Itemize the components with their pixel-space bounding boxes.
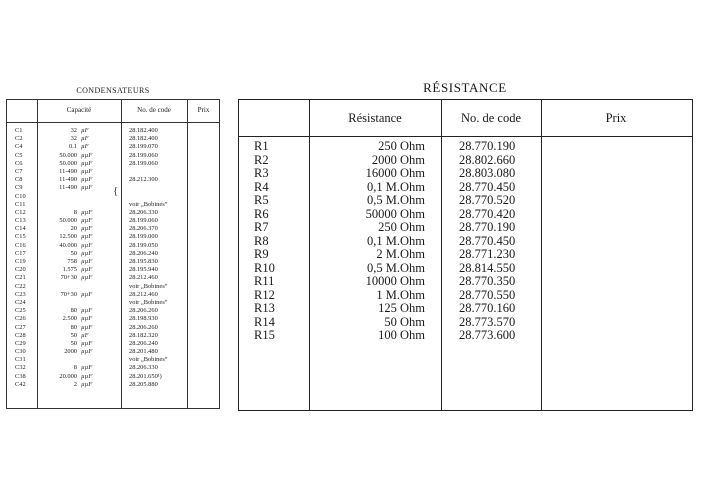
capacitor-code: 28.206.330 bbox=[129, 364, 158, 372]
capacitor-id: C27 bbox=[15, 323, 26, 331]
resistor-code: 28.803.080 bbox=[459, 166, 516, 180]
capacitor-value: 11-490 bbox=[59, 184, 77, 192]
resistor-id: R1 bbox=[254, 139, 269, 153]
capacitor-value: 50 bbox=[70, 331, 77, 339]
capacitor-value: 32 bbox=[70, 127, 77, 134]
capacitor-value: 1.575 bbox=[62, 266, 77, 274]
resistor-id: R12 bbox=[254, 287, 275, 302]
capacitor-value: 80 bbox=[70, 307, 77, 315]
resistor-id: R6 bbox=[254, 206, 269, 221]
capacitor-code: 28.206.260 bbox=[129, 323, 158, 331]
capacitor-code: 28.212.460 bbox=[129, 290, 158, 298]
capacitor-value: 40.000 bbox=[59, 241, 77, 249]
header-prix: Prix bbox=[197, 106, 210, 114]
resistor-code: 28.770.350 bbox=[459, 274, 516, 288]
table-row bbox=[7, 274, 219, 282]
capacitor-value: 70+30 bbox=[60, 274, 77, 282]
resistor-value: 125 Ohm bbox=[378, 301, 425, 315]
table-row bbox=[239, 262, 692, 276]
capacitor-unit: µµF bbox=[81, 159, 93, 167]
capacitor-id: C19 bbox=[15, 258, 26, 265]
capacitor-unit: µF bbox=[81, 127, 89, 134]
table-row bbox=[239, 302, 692, 316]
capacitor-id: C32 bbox=[15, 364, 26, 372]
resistor-code: 28.770.160 bbox=[459, 301, 516, 315]
capacitor-unit: µµF bbox=[81, 151, 93, 159]
resistor-value: 100 Ohm bbox=[378, 328, 425, 342]
capacitor-code: 28.199.060 bbox=[129, 151, 158, 159]
table-row bbox=[7, 356, 219, 364]
capacitor-value: 11-490 bbox=[59, 176, 77, 184]
capacitor-unit: µF bbox=[81, 135, 89, 143]
capacitor-unit: µµF bbox=[81, 266, 93, 274]
table-row bbox=[7, 201, 219, 209]
resistor-value: 0,5 M.Ohm bbox=[367, 260, 425, 275]
resistor-value: 16000 Ohm bbox=[365, 166, 425, 180]
table-row bbox=[7, 127, 219, 135]
capacitor-id: C10 bbox=[15, 192, 26, 200]
table-row bbox=[7, 143, 219, 151]
table-row bbox=[239, 235, 692, 249]
capacitor-code: 28.182.400 bbox=[129, 135, 158, 143]
resistor-code: 28.770.450 bbox=[459, 179, 516, 194]
capacitor-code: voir „Bobines” bbox=[129, 200, 168, 208]
capacitor-id: C16 bbox=[15, 241, 26, 249]
capacitor-unit: µµF bbox=[81, 249, 93, 257]
table-row bbox=[7, 291, 219, 299]
brace-icon: { bbox=[113, 185, 119, 197]
capacitor-value: 70+30 bbox=[60, 290, 77, 298]
resistor-code: 28.773.570 bbox=[459, 314, 516, 329]
table-row bbox=[7, 242, 219, 250]
capacitor-code: 28.206.260 bbox=[129, 307, 158, 315]
header-resistance: Résistance bbox=[348, 111, 402, 125]
capacitor-code: 28.199.050 bbox=[129, 241, 158, 249]
table-row bbox=[7, 176, 219, 184]
table-row bbox=[7, 250, 219, 258]
table-row bbox=[7, 209, 219, 217]
resistor-id: R13 bbox=[254, 301, 275, 315]
table-row bbox=[239, 329, 692, 343]
capacitor-value: 50.000 bbox=[59, 151, 77, 159]
table-row bbox=[7, 160, 219, 168]
capacitor-code: 28.182.320 bbox=[129, 331, 158, 339]
resistance-table bbox=[238, 99, 693, 411]
capacitor-id: C8 bbox=[15, 176, 23, 184]
resistor-code: 28.770.450 bbox=[459, 233, 516, 248]
table-row bbox=[7, 283, 219, 291]
resistance-title: RÉSISTANCE bbox=[423, 80, 507, 95]
resistor-value: 2 M.Ohm bbox=[376, 247, 425, 261]
capacitor-code: 28.199.060 bbox=[129, 217, 158, 225]
capacitor-id: C28 bbox=[15, 331, 26, 339]
capacitor-id: C7 bbox=[15, 167, 23, 175]
resistor-value: 0,5 M.Ohm bbox=[367, 193, 425, 207]
resistor-id: R4 bbox=[254, 179, 269, 194]
capacitor-unit: µµF bbox=[81, 258, 93, 265]
resistor-value: 50 Ohm bbox=[384, 314, 425, 329]
capacitor-id: C4 bbox=[15, 143, 23, 151]
capacitor-value: 2 bbox=[73, 380, 77, 388]
capacitor-unit: µµF bbox=[81, 307, 93, 315]
resistor-id: R11 bbox=[254, 274, 275, 288]
capacitor-code: 28.205.880 bbox=[129, 380, 158, 388]
capacitor-id: C29 bbox=[15, 339, 26, 347]
table-row bbox=[239, 208, 692, 222]
capacitor-code: 28.201.650¹) bbox=[129, 372, 162, 380]
capacitor-value: 50.000 bbox=[59, 159, 77, 167]
table-row bbox=[239, 194, 692, 208]
capacitor-unit: µµF bbox=[81, 372, 93, 380]
capacitor-value: 32 bbox=[70, 135, 77, 143]
condensateurs-table bbox=[6, 99, 220, 409]
capacitor-value: 11-490 bbox=[59, 167, 77, 175]
capacitor-unit: µµF bbox=[81, 167, 93, 175]
table-row bbox=[239, 275, 692, 289]
resistor-id: R2 bbox=[254, 152, 269, 167]
table-row bbox=[7, 233, 219, 241]
capacitor-unit: µµF bbox=[81, 208, 93, 216]
capacitor-unit: µµF bbox=[81, 364, 93, 372]
resistor-code: 28.770.190 bbox=[459, 139, 516, 153]
table-row bbox=[7, 299, 219, 307]
capacitor-id: C12 bbox=[15, 208, 26, 216]
capacitor-unit: µF bbox=[81, 331, 89, 339]
capacitor-value: 50 bbox=[70, 249, 77, 257]
resistor-value: 50000 Ohm bbox=[365, 206, 425, 221]
table-row bbox=[7, 258, 219, 266]
resistor-id: R8 bbox=[254, 233, 269, 248]
resistor-code: 28.771.230 bbox=[459, 247, 516, 261]
resistor-value: 10000 Ohm bbox=[365, 274, 425, 288]
table-row bbox=[7, 381, 219, 389]
capacitor-code: 28.195.940 bbox=[129, 266, 158, 274]
capacitor-id: C20 bbox=[15, 266, 26, 274]
resistor-value: 2000 Ohm bbox=[371, 152, 425, 167]
table-row bbox=[239, 167, 692, 181]
capacitor-unit: µµF bbox=[81, 315, 93, 323]
capacitor-value: 8 bbox=[73, 208, 77, 216]
capacitor-value: 758 bbox=[67, 258, 77, 265]
capacitor-code: 28.206.240 bbox=[129, 339, 158, 347]
resistor-code: 28.802.660 bbox=[459, 152, 516, 167]
capacitor-id: C5 bbox=[15, 151, 23, 159]
table-row bbox=[7, 168, 219, 176]
capacitor-unit: µµF bbox=[81, 339, 93, 347]
capacitor-code: 28.199.070 bbox=[129, 143, 158, 151]
capacitor-unit: µµF bbox=[81, 176, 93, 184]
capacitor-unit: µµF bbox=[81, 274, 93, 282]
capacitor-value: 20.000 bbox=[59, 372, 77, 380]
table-row bbox=[7, 266, 219, 274]
capacitor-value: 0.1 bbox=[69, 143, 77, 151]
table-row bbox=[7, 340, 219, 348]
resistor-value: 0,1 M.Ohm bbox=[367, 179, 425, 194]
capacitor-code: 28.212.460 bbox=[129, 274, 158, 282]
resistor-value: 1 M.Ohm bbox=[376, 287, 425, 302]
capacitor-value: 50 bbox=[70, 339, 77, 347]
capacitor-unit: µF bbox=[81, 143, 89, 151]
header-divider bbox=[7, 122, 219, 123]
capacitor-code: 28.212.300 bbox=[129, 176, 158, 184]
capacitor-unit: µµF bbox=[81, 323, 93, 331]
capacitor-id: C38 bbox=[15, 372, 26, 380]
capacitor-id: C24 bbox=[15, 298, 26, 306]
capacitor-id: C31 bbox=[15, 356, 26, 364]
condensateurs-rows bbox=[7, 127, 219, 389]
capacitor-id: C6 bbox=[15, 159, 23, 167]
header-code: No. de code bbox=[460, 111, 522, 125]
table-row bbox=[239, 289, 692, 303]
resistor-id: R10 bbox=[254, 260, 275, 275]
resistor-id: R14 bbox=[254, 314, 275, 329]
header-code: No. de code bbox=[137, 106, 171, 114]
capacitor-id: C11 bbox=[15, 200, 26, 208]
capacitor-value: 50.000 bbox=[59, 217, 77, 225]
capacitor-code: 28.195.830 bbox=[129, 258, 158, 265]
table-row bbox=[7, 193, 219, 201]
table-row bbox=[7, 373, 219, 381]
table-row bbox=[7, 324, 219, 332]
capacitor-code: 28.206.240 bbox=[129, 249, 158, 257]
resistor-value: 0,1 M.Ohm bbox=[367, 233, 425, 248]
capacitor-value: 80 bbox=[70, 323, 77, 331]
resistor-id: R15 bbox=[254, 328, 275, 342]
capacitor-code: 28.182.400 bbox=[129, 127, 158, 134]
resistor-code: 28.770.420 bbox=[459, 206, 516, 221]
header-divider bbox=[239, 136, 692, 137]
table-row bbox=[239, 221, 692, 235]
capacitor-unit: µµF bbox=[81, 290, 93, 298]
table-row bbox=[7, 135, 219, 143]
resistor-value: 250 Ohm bbox=[378, 220, 425, 234]
capacitor-code: 28.201.480 bbox=[129, 348, 158, 356]
resistor-code: 28.770.190 bbox=[459, 220, 516, 234]
capacitor-code: 28.206.330 bbox=[129, 208, 158, 216]
table-row bbox=[7, 364, 219, 372]
table-row bbox=[239, 181, 692, 195]
capacitor-id: C1 bbox=[15, 127, 23, 134]
capacitor-id: C13 bbox=[15, 217, 26, 225]
capacitor-unit: µµF bbox=[81, 380, 93, 388]
header-prix: Prix bbox=[605, 111, 627, 125]
capacitor-unit: µµF bbox=[81, 225, 93, 233]
capacitor-id: C9 bbox=[15, 184, 23, 192]
capacitor-id: C15 bbox=[15, 233, 26, 241]
resistor-id: R3 bbox=[254, 166, 269, 180]
capacitor-unit: µµF bbox=[81, 233, 93, 241]
table-row bbox=[7, 307, 219, 315]
capacitor-id: C2 bbox=[15, 135, 23, 143]
capacitor-id: C22 bbox=[15, 282, 26, 290]
table-row bbox=[7, 217, 219, 225]
resistor-code: 28.770.520 bbox=[459, 193, 516, 207]
resistor-code: 28.770.550 bbox=[459, 287, 516, 302]
table-row bbox=[7, 348, 219, 356]
table-row bbox=[239, 154, 692, 168]
capacitor-id: C30 bbox=[15, 348, 26, 356]
resistor-value: 250 Ohm bbox=[378, 139, 425, 153]
capacitor-unit: µµF bbox=[81, 348, 93, 356]
capacitor-code: 28.206.370 bbox=[129, 225, 158, 233]
resistor-code: 28.773.600 bbox=[459, 328, 516, 342]
capacitor-code: voir „Bobines” bbox=[129, 356, 168, 364]
table-row bbox=[7, 184, 219, 192]
capacitor-id: C23 bbox=[15, 290, 26, 298]
table-row bbox=[239, 248, 692, 262]
capacitor-unit: µµF bbox=[81, 241, 93, 249]
capacitor-id: C14 bbox=[15, 225, 26, 233]
resistor-code: 28.814.550 bbox=[459, 260, 516, 275]
capacitor-id: C25 bbox=[15, 307, 26, 315]
capacitor-unit: µµF bbox=[81, 217, 93, 225]
capacitor-id: C26 bbox=[15, 315, 26, 323]
capacitor-value: 2000 bbox=[64, 348, 77, 356]
capacitor-value: 8 bbox=[73, 364, 77, 372]
condensateurs-title: CONDENSATEURS bbox=[76, 86, 150, 95]
resistance-rows bbox=[239, 140, 692, 343]
table-row bbox=[7, 332, 219, 340]
table-row bbox=[7, 225, 219, 233]
capacitor-code: voir „Bobines” bbox=[129, 282, 168, 290]
table-row bbox=[7, 315, 219, 323]
capacitor-value: 20 bbox=[70, 225, 77, 233]
table-row bbox=[7, 152, 219, 160]
capacitor-id: C21 bbox=[15, 274, 26, 282]
resistor-id: R7 bbox=[254, 220, 269, 234]
resistor-id: R5 bbox=[254, 193, 269, 207]
capacitor-code: voir „Bobines” bbox=[129, 298, 168, 306]
capacitor-code: 28.199.060 bbox=[129, 159, 158, 167]
capacitor-value: 12.500 bbox=[59, 233, 77, 241]
capacitor-code: 28.199.000 bbox=[129, 233, 158, 241]
capacitor-code: 28.198.930 bbox=[129, 315, 158, 323]
resistor-id: R9 bbox=[254, 247, 269, 261]
capacitor-id: C42 bbox=[15, 380, 26, 388]
capacitor-value: 2.500 bbox=[62, 315, 77, 323]
header-capacite: Capacité bbox=[66, 106, 92, 114]
table-row bbox=[239, 316, 692, 330]
table-row bbox=[239, 140, 692, 154]
capacitor-unit: µµF bbox=[81, 184, 93, 192]
capacitor-id: C17 bbox=[15, 249, 26, 257]
